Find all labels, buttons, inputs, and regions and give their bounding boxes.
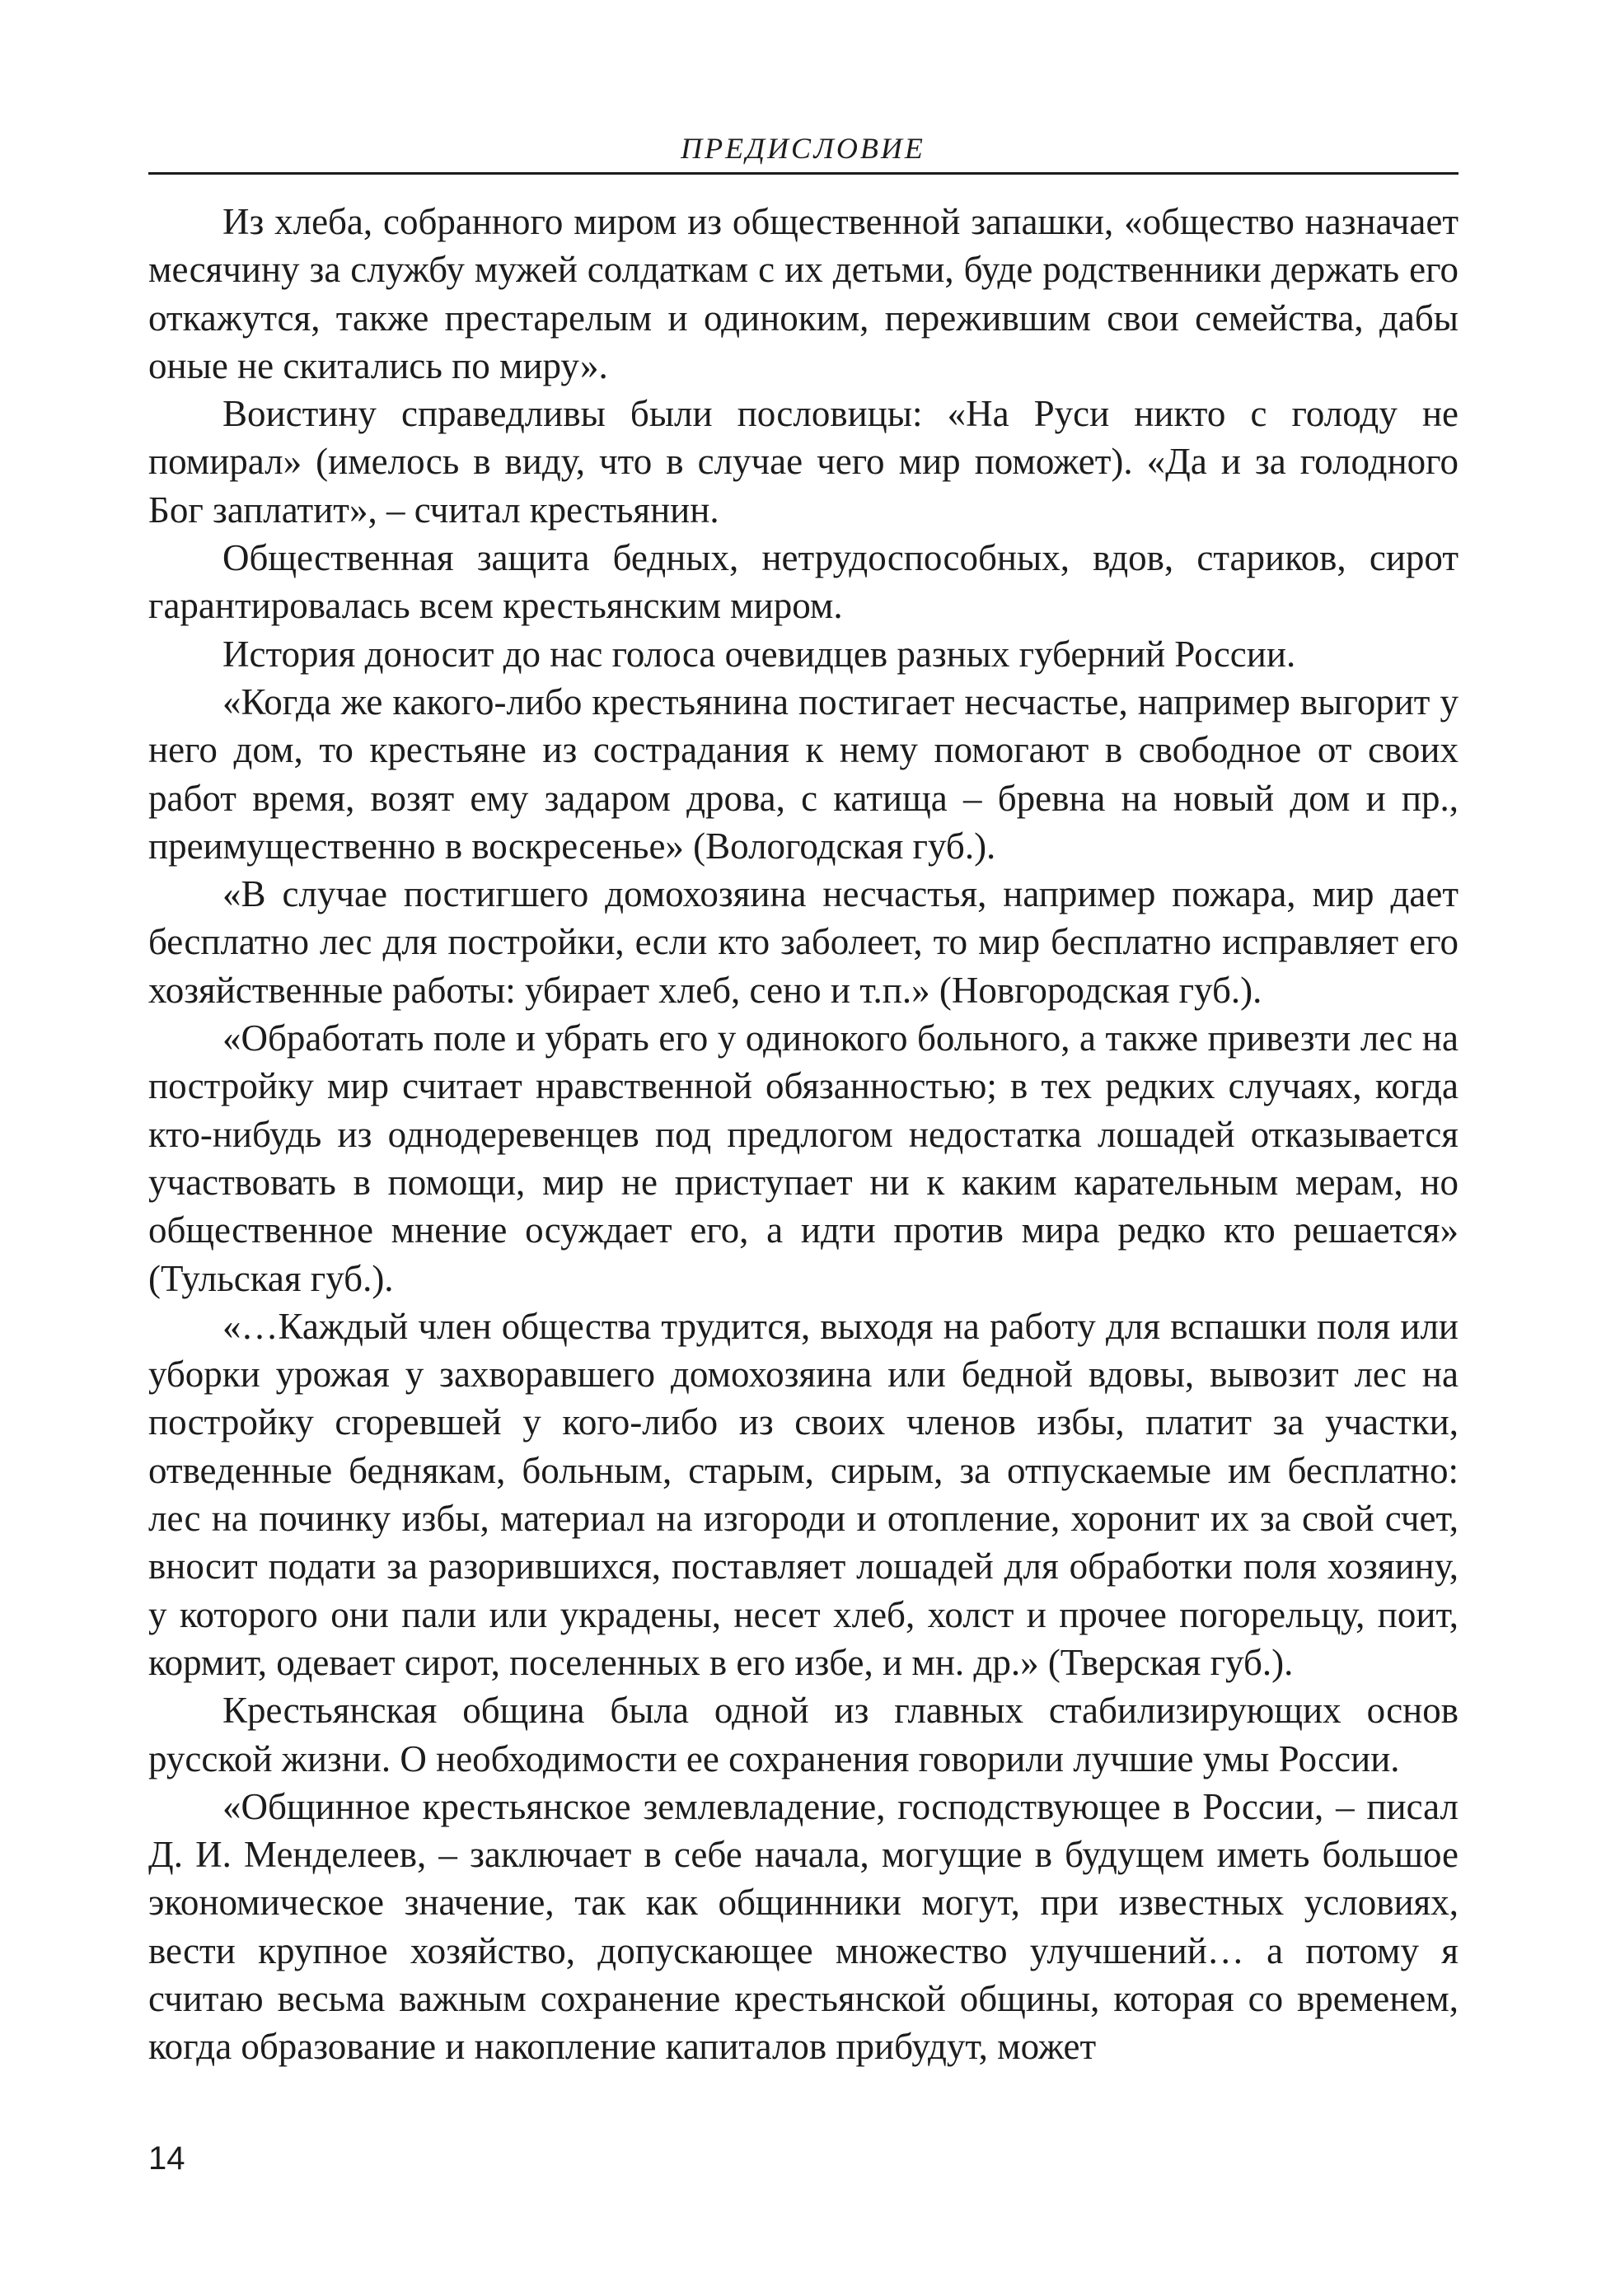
paragraph: «Общинное крестьянское землевладение, господствующее в России, – писал Д. И. Менделеев, – заключает в себе начала, могущие в будущем иметь большое экономическое значение, так как общинники могут, при известных условиях, вести крупное хозяйство, допускающее множество улучшений… а потому я считаю весьма важным сохранение крестьянской общины, которая со временем, когда образование и накопление капиталов прибудут, может — [148, 1785, 1459, 2068]
page-number: 14 — [148, 2140, 185, 2177]
paragraph: Воистину справедливы были пословицы: «На Руси никто с голоду не помирал» (имелось в виду, что в случае чего мир поможет). «Да и за голодного Бог заплатит», – считал крестьянин. — [148, 393, 1459, 531]
paragraph: Общественная защита бедных, нетрудоспособных, вдов, стариков, сирот гарантировалась всем крестьянским миром. — [148, 537, 1459, 627]
body-text — [148, 198, 1459, 2071]
paragraph: «Когда же какого-либо крестьянина постигает несчастье, например выгорит у него дом, то крестьяне из сострадания к нему помогают в свободное от своих работ время, возят ему задаром дрова, с катища – бревна на новый дом и пр., преимущественно в воскресенье» (Вологодская губ.). — [148, 680, 1459, 867]
running-header: ПРЕДИСЛОВИЕ — [681, 132, 925, 165]
paragraph: «…Каждый член общества трудится, выходя на работу для вспашки поля или уборки урожая у захворавшего домохозяина или бедной вдовы, вывозит лес на постройку сгоревшей у кого-либо из своих членов избы, платит за участки, отведенные беднякам, больным, старым, сирым, за отпускаемые им бесплатно: лес на починку избы, материал на изгороди и отопление, хоронит их за свой счет, вносит подати за разорившихся, поставляет лошадей для обработки поля хозяину, у которого они пали или украдены, несет хлеб, холст и прочее погорельцу, поит, кормит, одевает сирот, поселенных в его избе, и мн. др.» (Тверская губ.). — [148, 1305, 1459, 1683]
paragraph: «В случае постигшего домохозяина несчастья, например пожара, мир дает бесплатно лес для постройки, если кто заболеет, то мир бесплатно исправляет его хозяйственные работы: убирает хлеб, сено и т.п.» (Новгородская губ.). — [148, 873, 1459, 1011]
paragraph: Крестьянская община была одной из главных стабилизирующих основ русской жизни. О необходимости ее сохранения говорили лучшие умы России. — [148, 1690, 1459, 1779]
header-rule — [148, 172, 1459, 175]
paragraph: Из хлеба, собранного миром из общественной запашки, «общество назначает месячину за службу мужей солдаткам с их детьми, буде родственники держать его откажутся, также престарелым и одиноким, пережившим свои семейства, дабы оные не скитались по миру». — [148, 201, 1459, 386]
paragraph: История доносит до нас голоса очевидцев разных губерний России. — [222, 633, 1296, 675]
paragraph: «Обработать поле и убрать его у одинокого больного, а также привезти лес на постройку мир считает нравственной обязанностью; в тех редких случаях, когда кто-нибудь из однодеревенцев под предлогом недостатка лошадей отказывается участвовать в помощи, мир не приступает ни к каким карательным мерам, но общественное мнение осуждает его, а идти против мира редко кто решается» (Тульская губ.). — [148, 1017, 1459, 1299]
